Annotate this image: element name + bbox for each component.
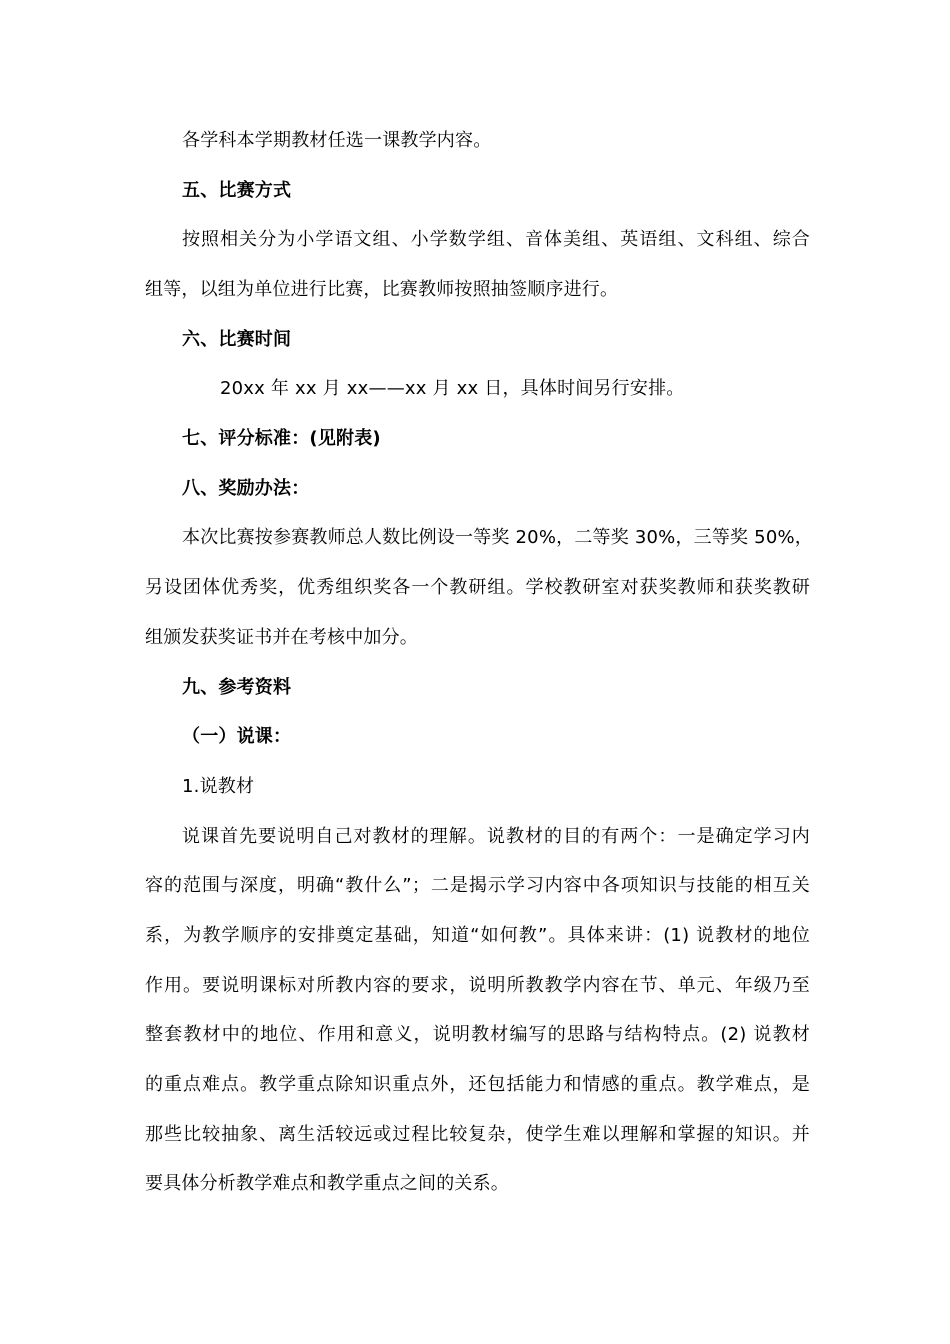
paragraph-line: 本次比赛按参赛教师总人数比例设一等奖 20%，二等奖 30%，三等奖 50%， (182, 527, 813, 548)
paragraph-line: 另设团体优秀奖，优秀组织奖各一个教研组。学校教研室对获奖教师和获奖教研 (145, 577, 810, 598)
list-item: 1.说教材 (182, 776, 255, 797)
paragraph-line: 作用。要说明课标对所教内容的要求，说明所教教学内容在节、单元、年级乃至 (145, 975, 810, 996)
paragraph-line: 组等，以组为单位进行比赛，比赛教师按照抽签顺序进行。 (145, 279, 619, 300)
section-heading-6: 六、比赛时间 (182, 329, 292, 350)
section-heading-8: 八、奖励办法： (182, 478, 310, 499)
paragraph-line: 要具体分析教学难点和教学重点之间的关系。 (145, 1173, 509, 1194)
paragraph-line: 的重点难点。教学重点除知识重点外，还包括能力和情感的重点。教学难点，是 (145, 1074, 810, 1095)
section-heading-5: 五、比赛方式 (182, 180, 292, 201)
paragraph-line: 20xx 年 xx 月 xx——xx 月 xx 日，具体时间另行安排。 (220, 378, 685, 399)
section-heading-9: 九、参考资料 (182, 677, 292, 698)
paragraph-line: 按照相关分为小学语文组、小学数学组、音体美组、英语组、文科组、综合 (182, 229, 810, 250)
paragraph-line: 组颁发获奖证书并在考核中加分。 (145, 627, 418, 648)
text-line: 各学科本学期教材任选一课教学内容。 (182, 130, 492, 151)
paragraph-line: 整套教材中的地位、作用和意义，说明教材编写的思路与结构特点。(2) 说教材 (145, 1024, 810, 1045)
paragraph-line: 系，为教学顺序的安排奠定基础，知道“如何教”。具体来讲：(1) 说教材的地位 (145, 925, 810, 946)
paragraph-line: 说课首先要说明自己对教材的理解。说教材的目的有两个：一是确定学习内 (182, 826, 810, 847)
paragraph-line: 容的范围与深度，明确“教什么”；二是揭示学习内容中各项知识与技能的相互关 (145, 875, 810, 896)
paragraph-line: 那些比较抽象、离生活较远或过程比较复杂，使学生难以理解和掌握的知识。并 (145, 1124, 810, 1145)
section-heading-7: 七、评分标准：(见附表) (182, 428, 381, 449)
sub-heading: （一）说课： (182, 726, 292, 747)
